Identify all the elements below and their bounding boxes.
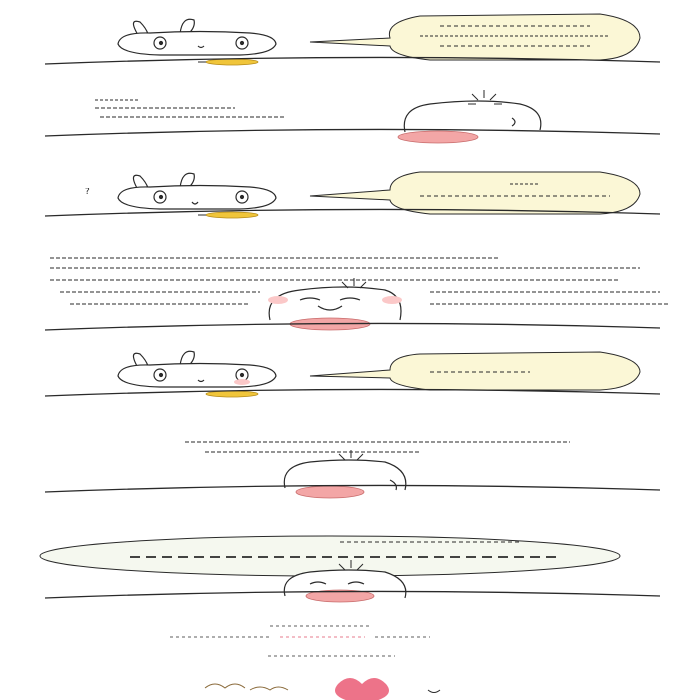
cup-character-3 bbox=[284, 450, 406, 490]
rabbit-character-2 bbox=[118, 173, 276, 209]
panel-4 bbox=[45, 258, 670, 330]
small-smile-icon bbox=[428, 690, 440, 693]
cup-character bbox=[404, 90, 541, 132]
pink-cup-3 bbox=[296, 486, 364, 498]
spoon bbox=[198, 59, 258, 65]
speech-text-6 bbox=[185, 442, 570, 452]
blush-left bbox=[268, 296, 288, 304]
cup-character-2 bbox=[269, 278, 401, 320]
panel-3 bbox=[45, 172, 660, 218]
speech-bubble-5 bbox=[310, 352, 640, 390]
rabbit-character bbox=[118, 19, 276, 55]
rabbit-character-3 bbox=[118, 351, 276, 387]
spoon-3 bbox=[206, 391, 258, 397]
spoon-2 bbox=[198, 212, 258, 218]
panel-5 bbox=[45, 351, 660, 397]
panel-6 bbox=[45, 442, 660, 498]
blush-right bbox=[382, 296, 402, 304]
footer-text-lines bbox=[170, 626, 430, 656]
pink-cup bbox=[398, 131, 478, 143]
panel-2 bbox=[45, 90, 660, 143]
panel-7 bbox=[40, 536, 660, 602]
footer bbox=[170, 626, 440, 700]
ground-line-2 bbox=[45, 129, 660, 136]
panel-1 bbox=[45, 14, 660, 65]
heart-icon bbox=[335, 678, 389, 700]
signature-mark bbox=[205, 684, 288, 690]
speech-bubble-3 bbox=[310, 172, 640, 214]
speech-text-2 bbox=[95, 100, 285, 117]
speech-bubble-1 bbox=[310, 14, 640, 60]
blush-rabbit bbox=[234, 379, 250, 385]
panel-3-prefix-mark: ? bbox=[85, 188, 91, 197]
